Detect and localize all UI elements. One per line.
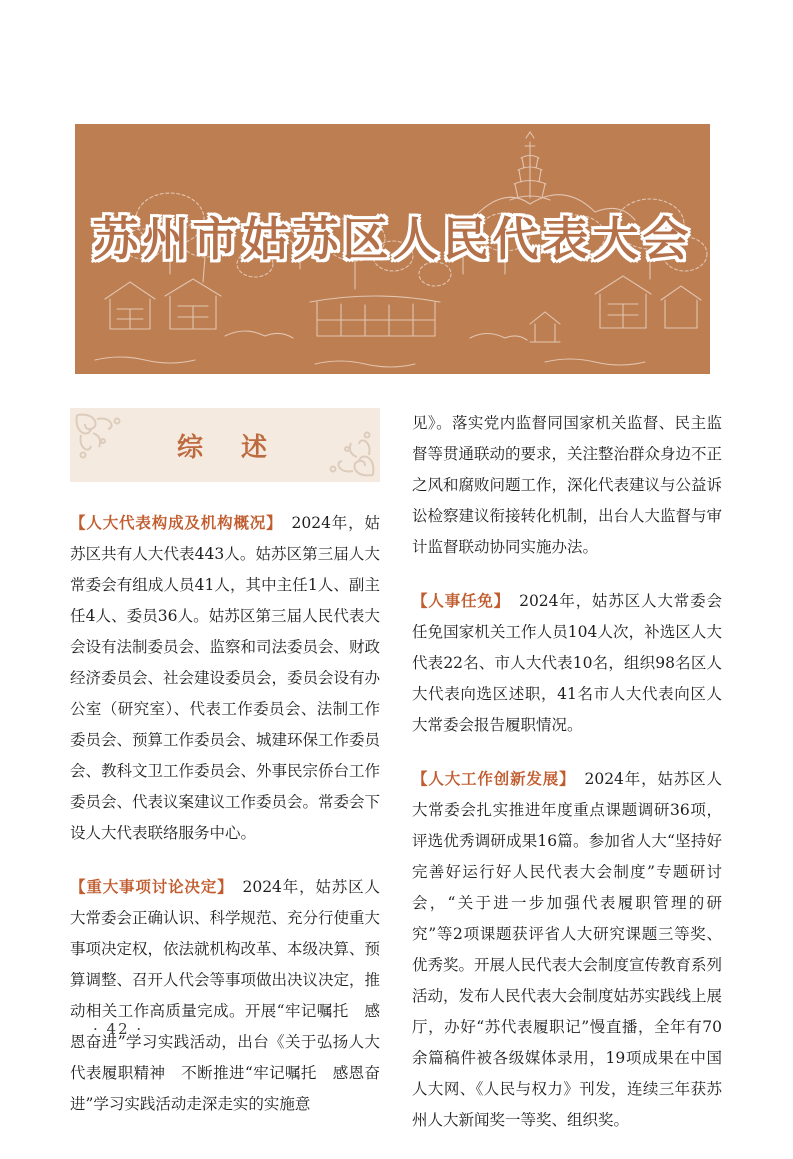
article-content	[70, 408, 722, 1159]
left-column	[70, 408, 380, 1159]
corner-flourish-icon	[73, 411, 129, 467]
corner-flourish-icon	[321, 423, 377, 479]
article-entry	[412, 586, 722, 741]
chapter-banner	[75, 124, 710, 374]
article-entry	[70, 872, 380, 1120]
overview-title: 综 述	[176, 432, 273, 463]
article-entry	[70, 508, 380, 849]
entry-body: 见》。落实党内监督同国家机关监督、民主监督等贯通联动的要求，关注整治群众身边不正之风和腐败问题工作，深化代表建议与公益诉讼检察建议衔接转化机制，出台人大监督与审计监督联动协同实施办法。	[412, 414, 723, 556]
page-number: · 42 ·	[93, 1020, 144, 1038]
entry-heading: 【重大事项讨论决定】	[70, 878, 234, 896]
article-entry	[412, 408, 722, 563]
article-entry	[412, 764, 722, 1136]
entry-heading: 【人大工作创新发展】	[412, 770, 576, 788]
overview-section-box	[70, 408, 380, 482]
entry-body: 2024年，姑苏区共有人大代表443人。姑苏区第三届人大常委会有组成人员41人，其中主任1人、副主任4人、委员36人。姑苏区第三届人民代表大会设有法制委员会、监察和司法委员会、财政经济委员会、社会建设委员会，委员会设有办公室（研究室）、代表工作委员会、法制工作委员会、预算工作委员会、城建环保工作委员会、教科文卫工作委员会、外事民宗侨台工作委员会、代表议案建议工作委员会。常委会下设人大代表联络服务中心。	[70, 514, 381, 842]
chapter-title: 苏州市姑苏区人民代表大会	[92, 212, 693, 266]
right-column	[412, 408, 722, 1159]
entry-body: 2024年，姑苏区人大常委会扎实推进年度重点课题调研36项，评选优秀调研成果16篇。参加省人大“坚持好完善好运行好人民代表大会制度”专题研讨会，“关于进一步加强代表履职管理的研究”等2项课题获评省人大研究课题三等奖、优秀奖。开展人民代表大会制度宣传教育系列活动，发布人民代表大会制度姑苏实践线上展厅，办好“苏代表履职记”慢直播，全年有70余篇稿件被各级媒体录用，19项成果在中国人大网、《人民与权力》刊发，连续三年获苏州人大新闻奖一等奖、组织奖。	[412, 770, 723, 1129]
entry-body: 2024年，姑苏区人大常委会任免国家机关工作人员104人次，补选区人大代表22名、市人大代表10名，组织98名区人大代表向选区述职，41名市人大代表向区人大常委会报告履职情况。	[412, 592, 722, 734]
entry-heading: 【人事任免】	[412, 592, 511, 610]
entry-body: 2024年，姑苏区人大常委会正确认识、科学规范、充分行使重大事项决定权，依法就机构改革、本级决算、预算调整、召开人代会等事项做出决议决定，推动相关工作高质量完成。开展“牢记嘱托 感恩奋进”学习实践活动，出台《关于弘扬人大代表履职精神 不断推进“牢记嘱托 感恩奋进”学习实践活动走深走实的实施意	[70, 878, 381, 1113]
entry-heading: 【人大代表构成及机构概况】	[70, 514, 283, 532]
